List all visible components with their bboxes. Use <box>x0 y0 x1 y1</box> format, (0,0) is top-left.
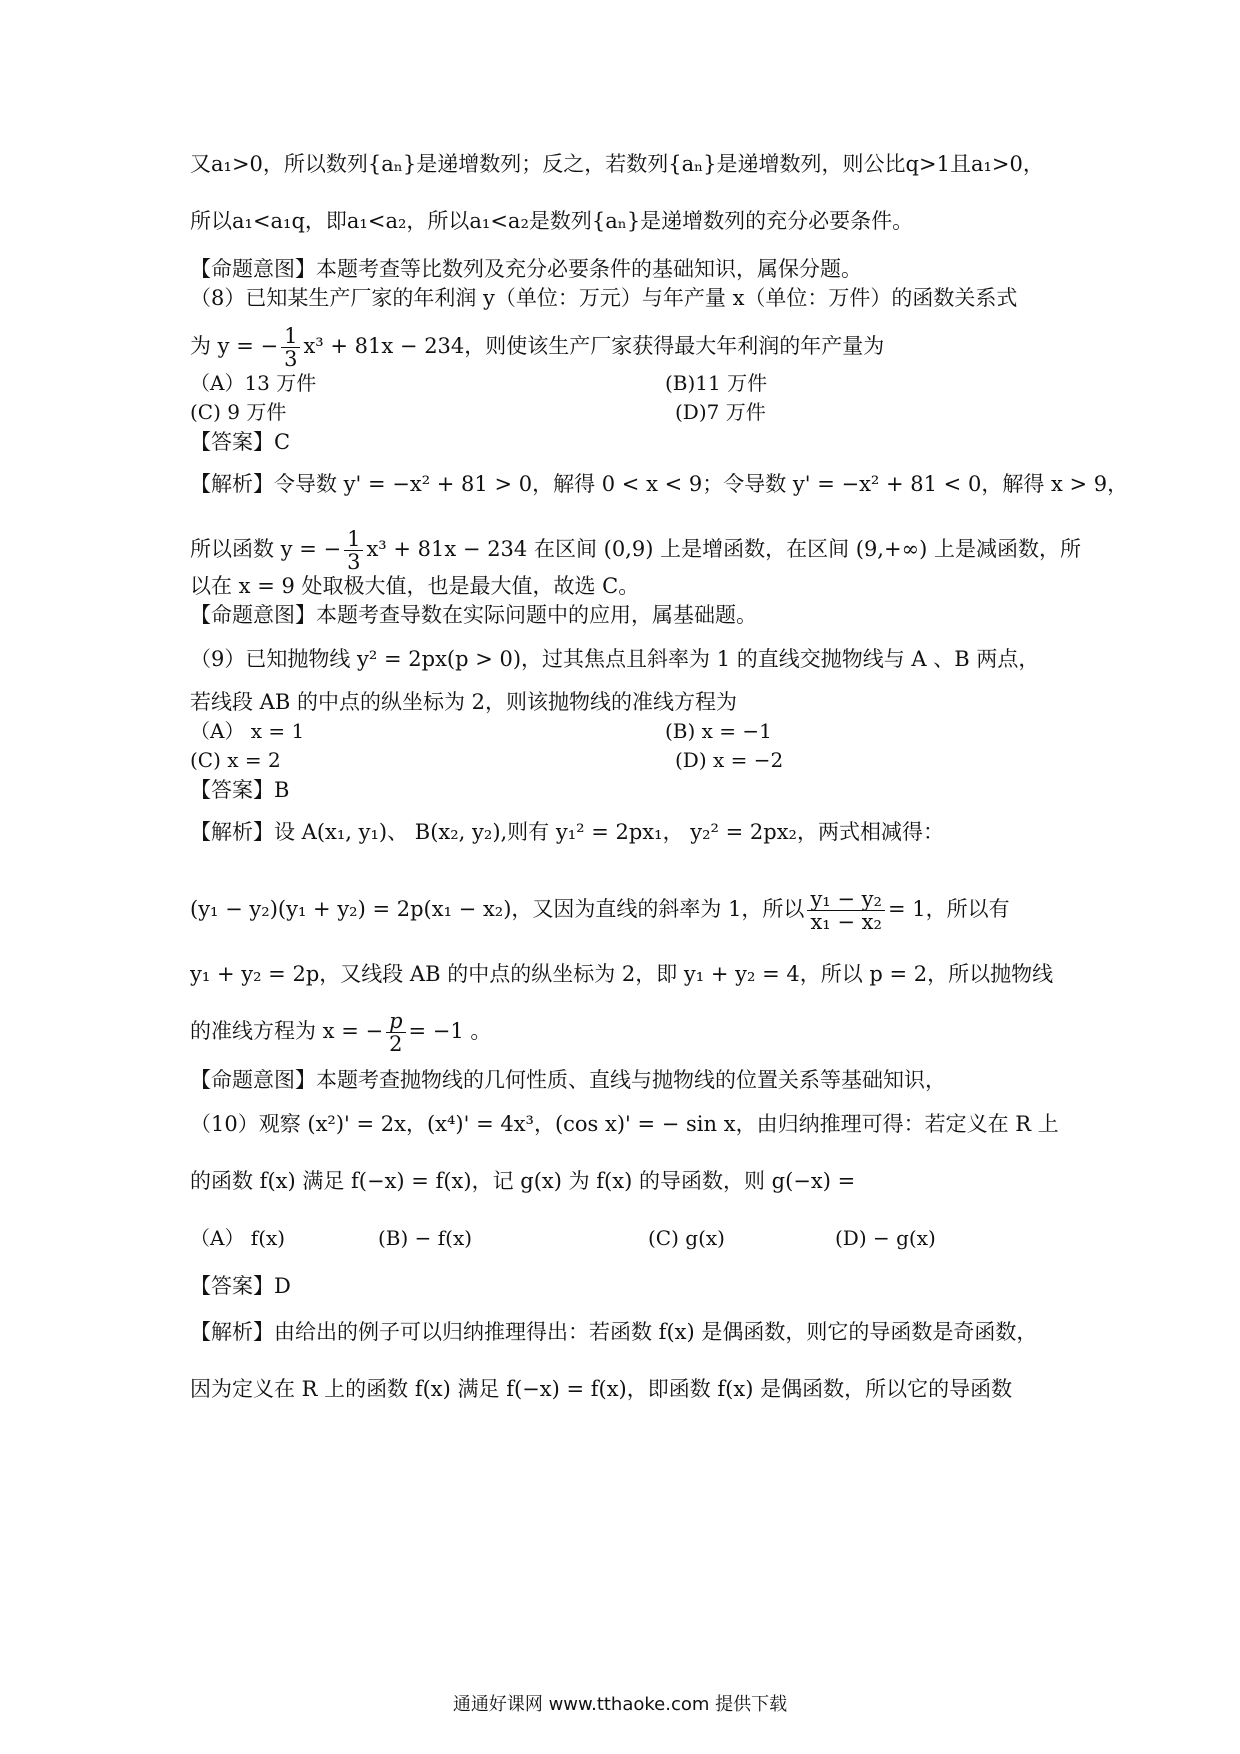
option-d: (D) x = −2 <box>675 748 784 772</box>
text-line: 【命题意图】本题考查等比数列及充分必要条件的基础知识，属保分题。 <box>190 257 862 281</box>
explanation-line: 【解析】令导数 y' = −x² + 81 > 0，解得 0 < x < 9；令导数 y' = −x² + 81 < 0，解得 x > 9， <box>190 472 1129 496</box>
text-line: 所以a₁<a₁q，即a₁<a₂，所以a₁<a₂是数列{aₙ}是递增数列的充分必要条件。 <box>190 209 914 233</box>
text-line-with-fraction <box>190 1010 1060 1055</box>
fraction-numerator: p <box>386 1010 405 1033</box>
text-line-with-fraction <box>190 325 1060 370</box>
option-b: (B) x = −1 <box>665 719 772 743</box>
footer-text: 通通好课网 www.tthaoke.com 提供下载 <box>452 1694 788 1715</box>
option-c: (C) g(x) <box>648 1226 725 1250</box>
text-line: 若线段 AB 的中点的纵坐标为 2，则该抛物线的准线方程为 <box>190 690 737 714</box>
question-8: （8）已知某生产厂家的年利润 y（单位：万元）与年产量 x（单位：万件）的函数关系式 <box>190 286 1018 310</box>
option-d: (D)7 万件 <box>675 400 766 424</box>
text-segment: x³ + 81x − 234，则使该生产厂家获得最大年利润的年产量为 <box>303 334 885 359</box>
answer-line: 【答案】D <box>190 1274 291 1298</box>
option-c: (C) 9 万件 <box>190 400 287 424</box>
text-segment: 所以函数 y = − <box>190 537 342 562</box>
option-a: （A）13 万件 <box>190 371 317 395</box>
option-b: (B)11 万件 <box>665 371 768 395</box>
text-segment: x³ + 81x − 234 在区间 (0,9) 上是增函数，在区间 (9,+∞) 上是减函数，所 <box>366 537 1081 562</box>
explanation-line: 【解析】由给出的例子可以归纳推理得出：若函数 f(x) 是偶函数，则它的导函数是奇函数， <box>190 1320 1038 1344</box>
text-line: 以在 x = 9 处取极大值，也是最大值，故选 C。 <box>190 574 640 598</box>
option-a: （A） x = 1 <box>190 719 305 743</box>
text-line-with-fraction <box>190 888 1060 933</box>
fraction <box>281 325 300 370</box>
fraction-numerator: 1 <box>281 325 300 348</box>
fraction-denominator: 3 <box>347 550 361 575</box>
fraction-denominator: 3 <box>284 347 298 372</box>
option-a: （A） f(x) <box>190 1226 286 1250</box>
text-line: 【命题意图】本题考查抛物线的几何性质、直线与抛物线的位置关系等基础知识， <box>190 1068 946 1092</box>
answer-line: 【答案】B <box>190 778 290 802</box>
fraction-denominator: x₁ − x₂ <box>810 910 882 935</box>
fraction-denominator: 2 <box>389 1032 403 1057</box>
text-line-with-fraction <box>190 527 1081 575</box>
text-line: 又a₁>0，所以数列{aₙ}是递增数列；反之，若数列{aₙ}是递增数列，则公比q>1且a₁>0， <box>190 152 1044 176</box>
text-segment: 为 y = − <box>190 334 279 359</box>
option-c: (C) x = 2 <box>190 748 281 772</box>
answer-line: 【答案】C <box>190 430 291 454</box>
text-segment: = 1，所以有 <box>887 897 1010 922</box>
text-line: 【命题意图】本题考查导数在实际问题中的应用，属基础题。 <box>190 603 757 627</box>
text-segment: 的准线方程为 x = − <box>190 1019 384 1044</box>
fraction <box>807 888 885 933</box>
question-10: （10）观察 (x²)' = 2x，(x⁴)' = 4x³，(cos x)' = − sin x，由归纳推理可得：若定义在 R 上 <box>190 1112 1059 1136</box>
text-segment: (y₁ − y₂)(y₁ + y₂) = 2p(x₁ − x₂)，又因为直线的斜率为 1，所以 <box>190 897 805 922</box>
text-line: 的函数 f(x) 满足 f(−x) = f(x)，记 g(x) 为 f(x) 的导函数，则 g(−x) = <box>190 1169 856 1193</box>
fraction-numerator: 1 <box>344 528 363 551</box>
text-segment: = −1 。 <box>408 1019 492 1044</box>
option-b: (B) − f(x) <box>378 1226 473 1250</box>
text-line: 因为定义在 R 上的函数 f(x) 满足 f(−x) = f(x)，即函数 f(x) 是偶函数，所以它的导函数 <box>190 1377 1013 1401</box>
question-9: （9）已知抛物线 y² = 2px(p > 0)，过其焦点且斜率为 1 的直线交抛物线与 A 、B 两点， <box>190 647 1040 671</box>
fraction-numerator: y₁ − y₂ <box>807 888 885 911</box>
option-d: (D) − g(x) <box>835 1226 936 1250</box>
explanation-line: 【解析】设 A(x₁, y₁)、 B(x₂, y₂),则有 y₁² = 2px₁， y₂² = 2px₂，两式相减得： <box>190 820 944 844</box>
fraction <box>344 528 363 573</box>
text-line: y₁ + y₂ = 2p，又线段 AB 的中点的纵坐标为 2，即 y₁ + y₂ = 4，所以 p = 2，所以抛物线 <box>190 962 1054 986</box>
fraction <box>386 1010 405 1055</box>
